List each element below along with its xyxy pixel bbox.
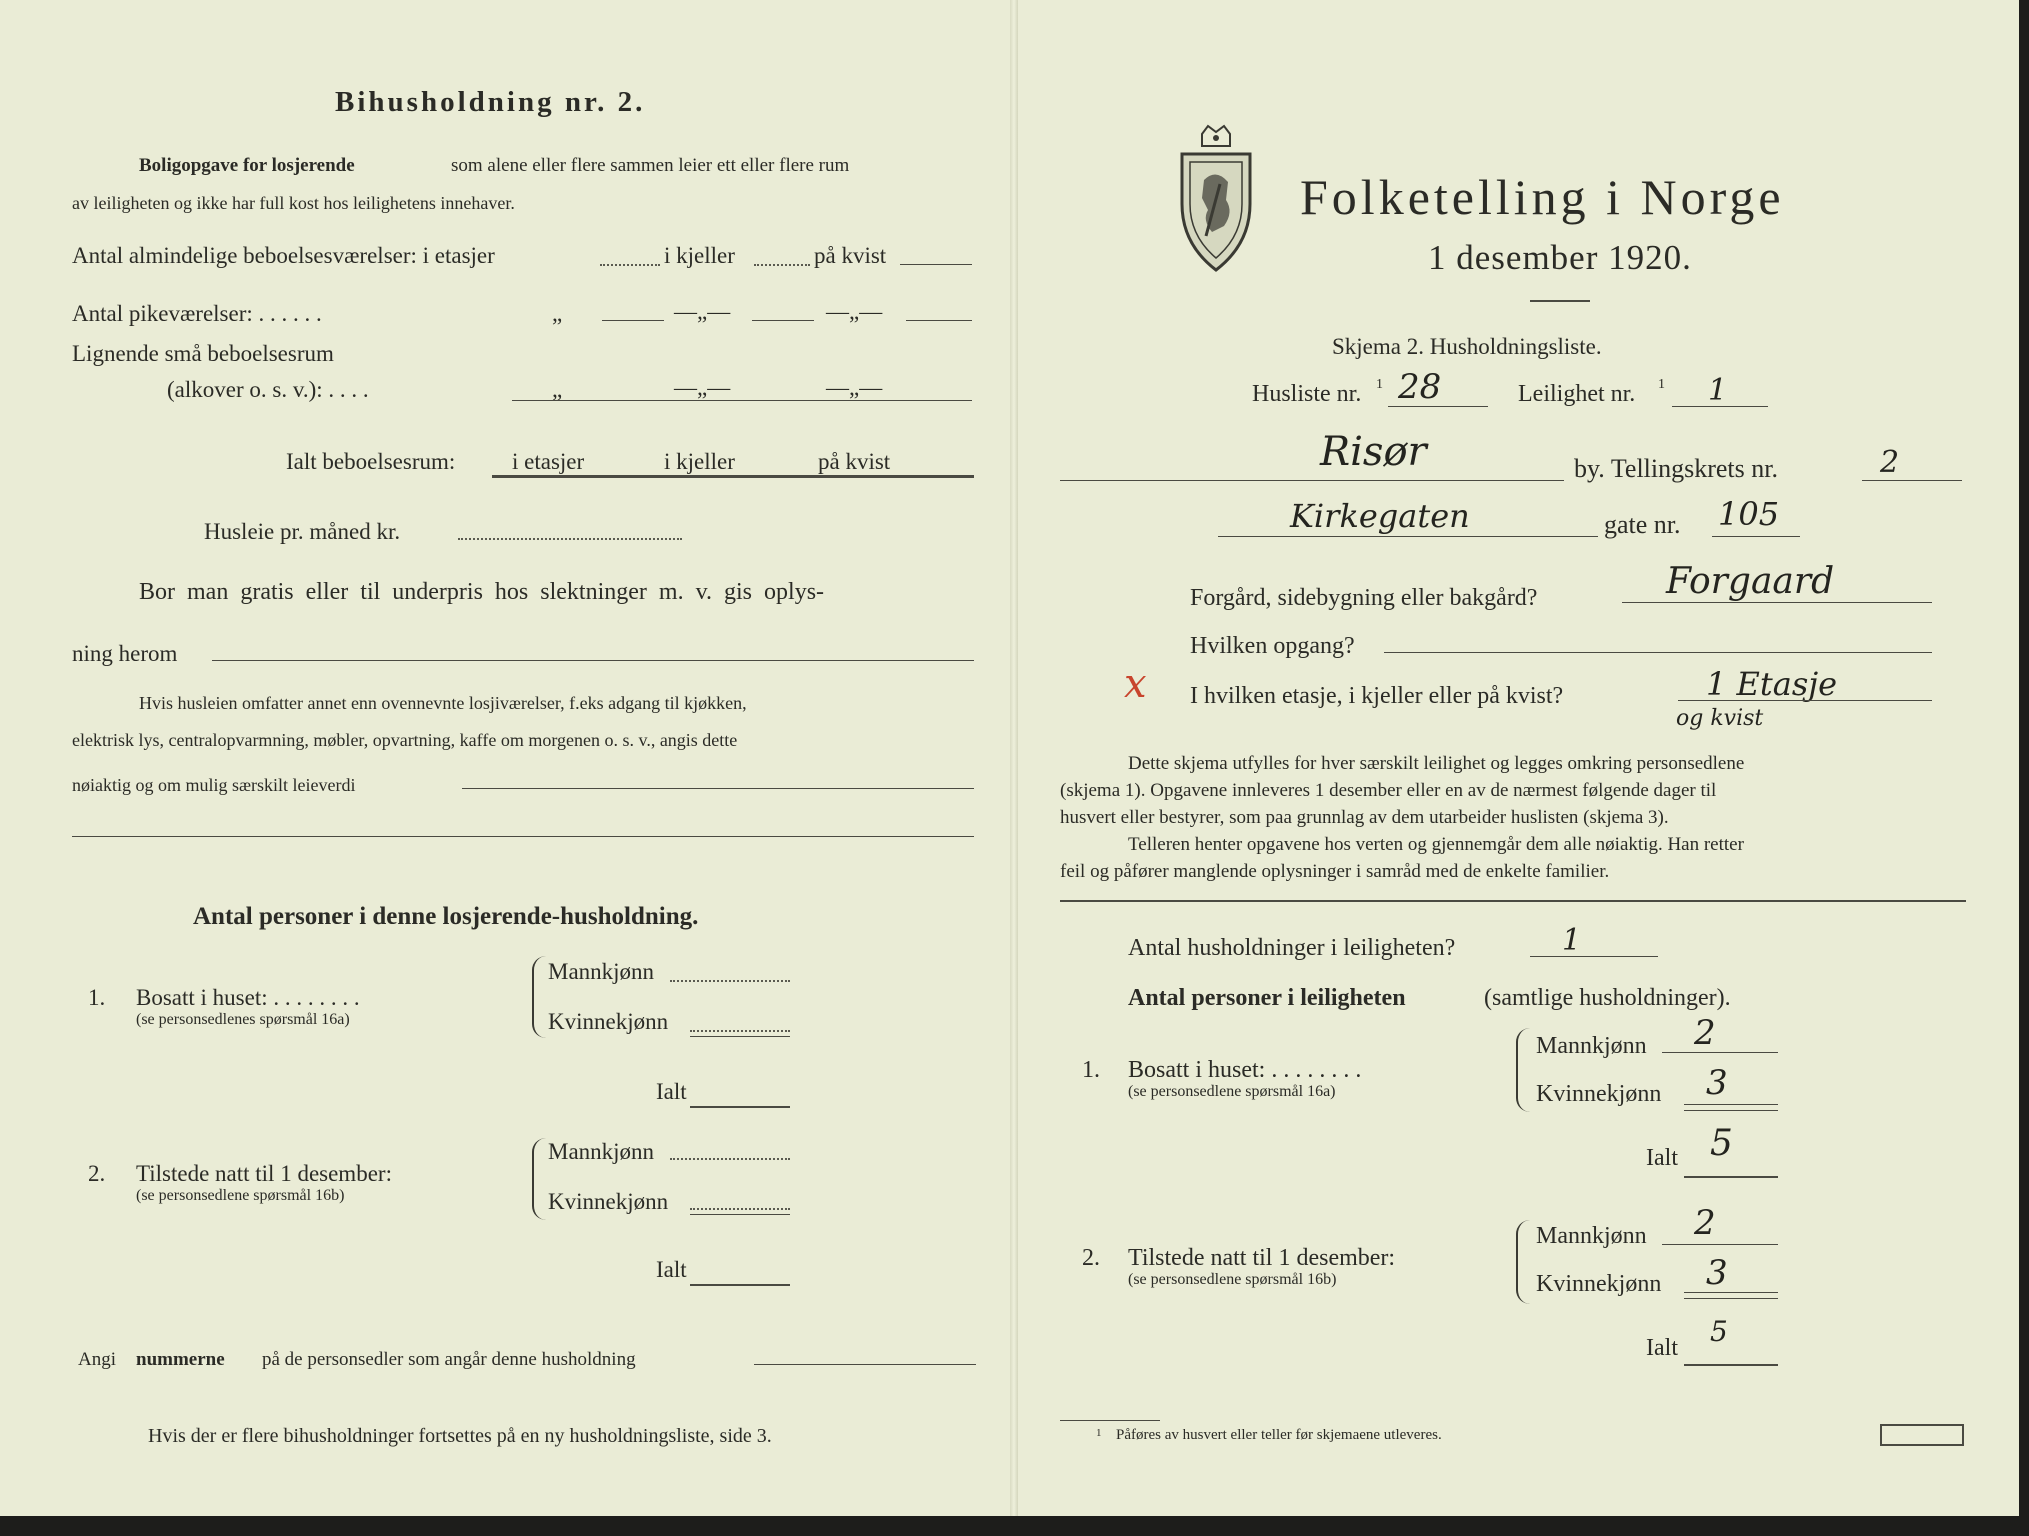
right-q1-kvinne-value: 3 — [1706, 1063, 1728, 1103]
section-divider — [1060, 900, 1966, 902]
antal-vaerelser-label: Antal almindelige beboelsesværelser: i etasjer — [72, 243, 495, 268]
left-q2-num: 2. — [88, 1161, 106, 1186]
right-q1-num: 1. — [1082, 1057, 1100, 1083]
left-q2-brace — [532, 1138, 548, 1220]
husliste-field[interactable] — [1388, 406, 1488, 407]
right-q1-mann-value: 2 — [1694, 1013, 1716, 1053]
title-rule — [1530, 300, 1590, 302]
kjeller-label: i kjeller — [664, 243, 735, 268]
by-value: Risør — [1320, 429, 1427, 475]
opgang-field[interactable] — [1384, 652, 1932, 653]
right-q2-mann-field[interactable] — [1662, 1244, 1778, 1245]
right-q2-label: Tilstede natt til 1 desember: — [1128, 1245, 1396, 1271]
left-q2-sub: (se personsedlene spørsmål 16b) — [136, 1187, 345, 1204]
gate-value: Kirkegaten — [1290, 497, 1470, 535]
left-q1-kvinne-field[interactable] — [690, 1030, 790, 1032]
info-line4: Telleren henter opgavene hos verten og gjennemgår dem alle nøiaktig. Han retter — [1128, 834, 1744, 855]
printer-stamp-icon — [1880, 1424, 1964, 1446]
gate-field[interactable] — [1218, 536, 1598, 537]
footnote-mark-1: 1 — [1376, 377, 1383, 392]
right-q2-mann-value: 2 — [1694, 1203, 1716, 1243]
angi-field[interactable] — [754, 1364, 976, 1365]
left-q2-mann-field[interactable] — [670, 1158, 790, 1160]
right-date: 1 desember 1920. — [1428, 238, 1692, 277]
ialt-rum-label: Ialt beboelsesrum: — [286, 449, 456, 474]
alkover-field[interactable] — [512, 400, 972, 401]
kjeller-field[interactable] — [754, 264, 810, 266]
right-q1-ialt-label: Ialt — [1646, 1145, 1678, 1171]
pike-label: Antal pikeværelser: . . . . . . — [72, 301, 322, 326]
left-q2-ialt-label: Ialt — [656, 1257, 687, 1282]
left-q1-ialt-label: Ialt — [656, 1079, 687, 1104]
ditto-1: „ — [552, 301, 563, 326]
pike-kjeller-field[interactable] — [752, 320, 814, 321]
antal-hush-label: Antal husholdninger i leiligheten? — [1128, 935, 1456, 961]
bor-line1: Bor man gratis eller til underpris hos slektninger m. v. gis oplys- — [139, 579, 825, 605]
right-q2-kvinne-value: 3 — [1706, 1253, 1728, 1293]
kvist-label: på kvist — [814, 243, 887, 268]
coat-of-arms-icon — [1176, 124, 1256, 272]
ditto-2: „ — [552, 377, 563, 402]
forgaard-value: Forgaard — [1666, 561, 1835, 602]
right-q2-ialt-field[interactable] — [1684, 1364, 1778, 1366]
lignende-label: Lignende små beboelsesrum — [72, 341, 334, 366]
right-q1-ialt-field[interactable] — [1684, 1176, 1778, 1178]
leieverdi-field-2[interactable] — [72, 836, 974, 837]
page-fold — [1010, 0, 1018, 1536]
left-q2-sum-line — [690, 1214, 790, 1215]
right-q2-kvinne-label: Kvinnekjønn — [1536, 1271, 1662, 1297]
right-q2-brace — [1516, 1220, 1532, 1304]
right-q1-kvinne-field[interactable] — [1684, 1104, 1778, 1105]
krets-value: 2 — [1880, 445, 1900, 480]
ialt-etasjer-label: i etasjer — [512, 449, 585, 474]
right-q2-sum-line — [1684, 1298, 1778, 1299]
left-q2-mann-label: Mannkjønn — [548, 1139, 655, 1164]
intro-bold: Boligopgave for losjerende — [139, 155, 355, 176]
gate-nr-value: 105 — [1718, 495, 1780, 533]
left-q1-label: Bosatt i huset: . . . . . . . . — [136, 985, 360, 1010]
left-q1-ialt-field[interactable] — [690, 1106, 790, 1108]
footnote-mark-2: 1 — [1658, 377, 1665, 392]
gate-label: gate nr. — [1604, 510, 1681, 539]
skjema-label: Skjema 2. Husholdningsliste. — [1332, 334, 1602, 359]
leilighet-value: 1 — [1708, 373, 1728, 408]
by-label: by. Tellingskrets nr. — [1574, 454, 1779, 483]
left-q2-ialt-field[interactable] — [690, 1284, 790, 1286]
hvis-line3: nøiaktig og om mulig særskilt leieverdi — [72, 775, 356, 795]
scan-edge-bottom — [0, 1516, 2029, 1536]
right-q1-ialt-value: 5 — [1710, 1123, 1733, 1164]
forgaard-field[interactable] — [1622, 602, 1932, 603]
right-q1-sum-line — [1684, 1110, 1778, 1111]
etasje-value-2: og kvist — [1676, 706, 1764, 731]
ialt-kjeller-label: i kjeller — [664, 449, 735, 474]
pike-etasje-field[interactable] — [602, 320, 664, 321]
leieverdi-field[interactable] — [462, 788, 974, 789]
ditto-dash-1: —„— — [674, 299, 731, 324]
left-q2-kvinne-field[interactable] — [690, 1208, 790, 1210]
leilighet-label: Leilighet nr. — [1518, 381, 1636, 407]
right-q1-brace — [1516, 1028, 1532, 1112]
left-persons-title: Antal personer i denne losjerende-husholdning. — [193, 903, 699, 930]
angi-bold: nummerne — [136, 1349, 225, 1370]
left-title: Bihusholdning nr. 2. — [335, 86, 646, 118]
info-line3: husvert eller bestyrer, som paa grunnlag av dem utarbeider huslisten (skjema 3). — [1060, 807, 1669, 828]
angi-rest: på de personsedler som angår denne husholdning — [262, 1349, 636, 1370]
left-q2-kvinne-label: Kvinnekjønn — [548, 1189, 669, 1214]
husleie-field[interactable] — [458, 538, 682, 540]
info-line1: Dette skjema utfylles for hver særskilt leilighet og legges omkring personsedlene — [1128, 753, 1745, 774]
right-q2-sub: (se personsedlene spørsmål 16b) — [1128, 1271, 1337, 1288]
right-q2-num: 2. — [1082, 1245, 1100, 1271]
footnote-text: Påføres av husvert eller teller før skjemaene utleveres. — [1116, 1427, 1442, 1443]
ditto-dash-4: —„— — [826, 375, 883, 400]
intro-line2: av leiligheten og ikke har full kost hos leilighetens innehaver. — [72, 193, 515, 213]
right-q1-mann-field[interactable] — [1662, 1052, 1778, 1053]
krets-field[interactable] — [1862, 480, 1962, 481]
right-q1-label: Bosatt i huset: . . . . . . . . — [1128, 1057, 1362, 1083]
by-field[interactable] — [1060, 480, 1564, 481]
ditto-dash-2: —„— — [826, 299, 883, 324]
pike-kvist-field[interactable] — [906, 320, 972, 321]
antal-hush-value: 1 — [1562, 923, 1582, 958]
right-persons-title: Antal personer i leiligheten — [1128, 985, 1406, 1011]
right-q2-ialt-label: Ialt — [1646, 1335, 1678, 1361]
husliste-label: Husliste nr. — [1252, 381, 1362, 407]
opgang-label: Hvilken opgang? — [1190, 633, 1355, 659]
right-q1-kvinne-label: Kvinnekjønn — [1536, 1081, 1662, 1107]
info-line5: feil og påfører manglende oplysninger i samråd med de enkelte familier. — [1060, 861, 1610, 882]
ditto-dash-3: —„— — [674, 375, 731, 400]
leilighet-field[interactable] — [1672, 406, 1768, 407]
ialt-rum-field[interactable] — [492, 475, 974, 478]
husleie-label: Husleie pr. måned kr. — [204, 519, 401, 544]
right-q1-mann-label: Mannkjønn — [1536, 1033, 1647, 1059]
bor-line2: ning herom — [72, 641, 178, 666]
gate-nr-field[interactable] — [1712, 536, 1800, 537]
right-q2-ialt-value: 5 — [1710, 1315, 1728, 1348]
left-q2-label: Tilstede natt til 1 desember: — [136, 1161, 392, 1186]
left-q1-sum-line — [690, 1036, 790, 1037]
kvist-field[interactable] — [900, 264, 972, 265]
right-q2-mann-label: Mannkjønn — [1536, 1223, 1647, 1249]
hvis-line2: elektrisk lys, centralopvarmning, møbler, opvartning, kaffe om morgenen o. s. v., angis dette — [72, 730, 738, 750]
footnote-rule — [1060, 1420, 1160, 1421]
right-q2-kvinne-field[interactable] — [1684, 1292, 1778, 1293]
hvis-line1: Hvis husleien omfatter annet enn ovennevnte losjiværelser, f.eks adgang til kjøkken, — [139, 693, 747, 713]
right-q1-sub: (se personsedlene spørsmål 16a) — [1128, 1083, 1336, 1100]
right-title: Folketelling i Norge — [1300, 169, 1785, 225]
info-line2: (skjema 1). Opgavene innleveres 1 desember eller en av de nærmest følgende dager til — [1060, 780, 1717, 801]
left-q1-mann-field[interactable] — [670, 980, 790, 982]
etasje-field[interactable] — [1678, 700, 1932, 701]
etasje-mark: x — [1124, 661, 1147, 707]
left-q1-num: 1. — [88, 985, 106, 1010]
left-q1-mann-label: Mannkjønn — [548, 959, 655, 984]
ialt-kvist-label: på kvist — [818, 449, 891, 474]
scan-edge-right — [2019, 0, 2029, 1536]
left-q1-brace — [532, 956, 548, 1038]
right-persons-title-rest: (samtlige husholdninger). — [1484, 985, 1731, 1011]
left-q1-kvinne-label: Kvinnekjønn — [548, 1009, 669, 1034]
bor-field[interactable] — [212, 660, 974, 661]
angi-pre: Angi — [78, 1349, 116, 1370]
intro-rest: som alene eller flere sammen leier ett eller flere rum — [451, 155, 850, 176]
antal-hush-field[interactable] — [1530, 956, 1658, 957]
husliste-value: 28 — [1398, 367, 1442, 407]
left-footer: Hvis der er flere bihusholdninger fortsettes på en ny husholdningsliste, side 3. — [148, 1425, 772, 1447]
forgaard-label: Forgård, sidebygning eller bakgård? — [1190, 585, 1538, 611]
etasje-label: I hvilken etasje, i kjeller eller på kvist? — [1190, 683, 1564, 709]
left-q1-sub: (se personsedlenes spørsmål 16a) — [136, 1011, 350, 1028]
alkover-label: (alkover o. s. v.): . . . . — [167, 377, 369, 402]
footnote-mark-3: 1 — [1096, 1427, 1102, 1439]
etasje-value-1: 1 Etasje — [1706, 665, 1838, 703]
etasjer-field[interactable] — [600, 264, 660, 266]
